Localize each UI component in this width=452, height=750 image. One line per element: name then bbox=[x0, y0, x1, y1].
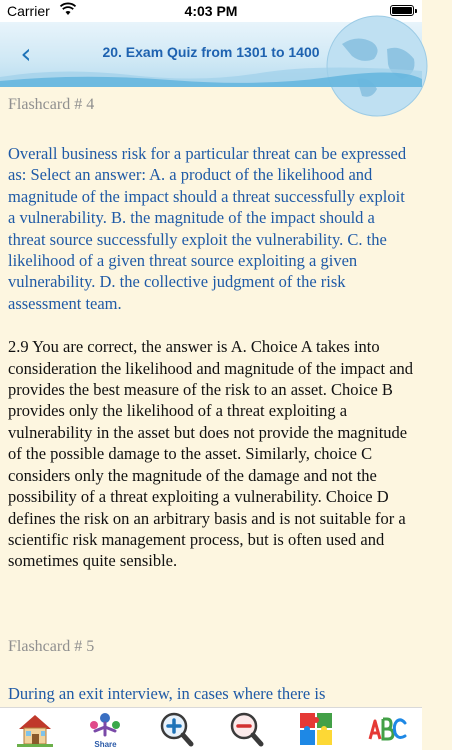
status-time: 4:03 PM bbox=[184, 3, 238, 19]
header-waves bbox=[0, 65, 422, 87]
flashcard-scroll-area[interactable] bbox=[0, 87, 422, 707]
zoom-in-button[interactable] bbox=[152, 708, 200, 750]
flashcard-label: Flashcard # 4 bbox=[8, 96, 95, 113]
flashcard-answer: 2.9 You are correct, the answer is A. Choice A takes into consideration the likelihood and magnitude of the impact and provides the best measure of the risk to an asset. Choice B provides only the likelihood of a threat exploiting a vulnerability in the asset but does not provide the magnitude of the possible damage to the asset. Similarly, choice C considers only the magnitude of the damage and not the possibility of a threat exploiting a vulnerability. Choice D defines the risk on an arbitrary basis and is not suitable for a scientific risk management process, but is often used and sometimes quite sensible. bbox=[8, 337, 414, 571]
abc-icon bbox=[367, 709, 407, 749]
home-button[interactable] bbox=[11, 708, 59, 750]
zoom-out-button[interactable] bbox=[222, 708, 270, 750]
puzzle-icon bbox=[296, 709, 336, 749]
nav-header bbox=[0, 22, 422, 87]
abc-button[interactable] bbox=[363, 708, 411, 750]
share-label: Share bbox=[94, 740, 117, 749]
zoom-out-icon bbox=[226, 709, 266, 749]
flashcard-label: Flashcard # 5 bbox=[8, 637, 95, 655]
home-icon bbox=[15, 709, 55, 749]
bottom-toolbar bbox=[0, 707, 422, 750]
page-title: 20. Exam Quiz from 1301 to 1400 bbox=[102, 44, 320, 60]
share-button[interactable] bbox=[81, 708, 129, 750]
chevron-left-icon: ‹ bbox=[20, 37, 32, 70]
flashcard-question: Overall business risk for a particular threat can be expressed as: Select an answer: A. a product of the likelihood and magnitude of the impact should a threat successfully exploit a vulnerability. B. the magnitude of the impact should a threat source successfully exploit the vulnerability. C. the likelihood of a given threat source exploiting a given vulnerability. D. the collective judgment of the risk assessment team. bbox=[8, 144, 407, 313]
puzzle-button[interactable] bbox=[292, 708, 340, 750]
flashcard-question: During an exit interview, in cases where there is bbox=[8, 683, 326, 703]
carrier-label: Carrier bbox=[7, 3, 50, 19]
zoom-in-icon bbox=[156, 709, 196, 749]
